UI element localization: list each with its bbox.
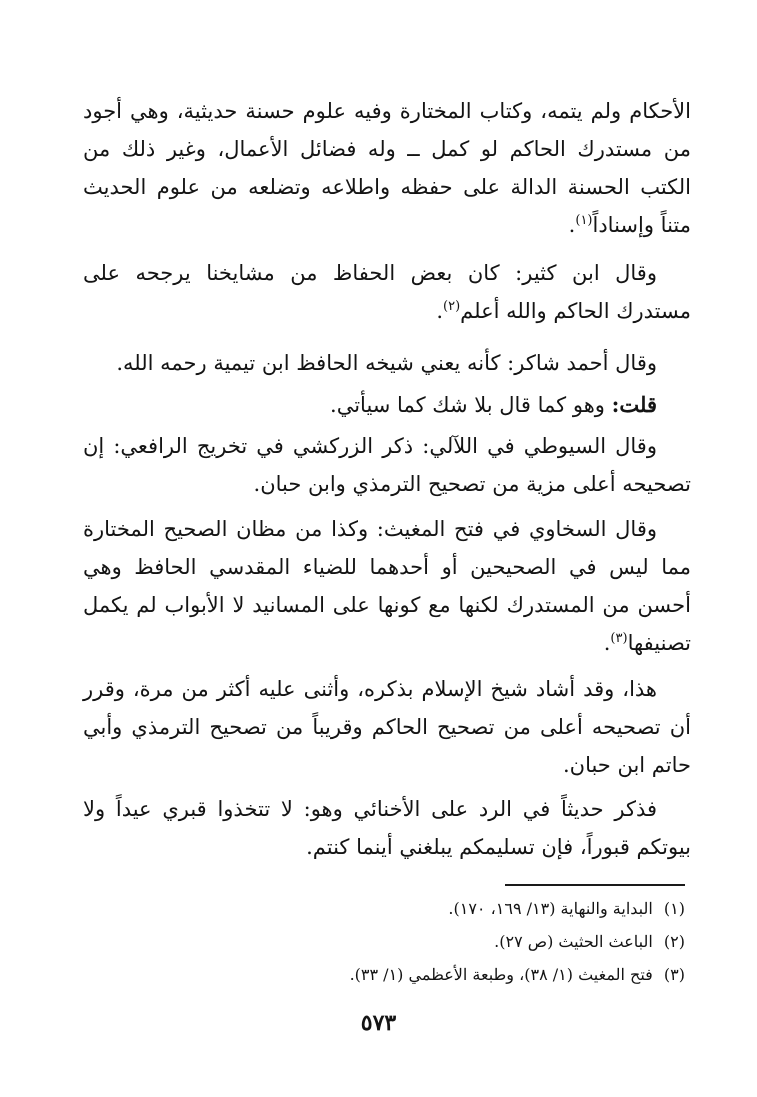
paragraph-4-lead: قلت: [611, 392, 657, 417]
footnote-ref-1: (١) [575, 213, 593, 228]
page-number: ٥٧٣ [360, 1010, 397, 1036]
paragraph-suyuti [83, 427, 691, 503]
paragraph-hadith [83, 790, 691, 866]
footnote-3-text: فتح المغيث (١/ ٣٨)، وطبعة الأعظمي (١/ ٣٣). [349, 965, 653, 984]
paragraph-6-body: وقال السخاوي في فتح المغيث: وكذا من مظان الصحيح المختارة مما ليس في الصحيحين أو أحدهما للضياء المقدسي الحافظ وهي أحسن من المستدرك لكنها مع كونها على المسانيد لا الأبواب لم يكمل تصنيفها [83, 517, 691, 655]
footnote-1 [105, 892, 685, 925]
footnote-2-text: الباعث الحثيث (ص ٢٧). [494, 932, 653, 951]
paragraph-shaykh-al-islam [83, 670, 691, 784]
footnote-3 [105, 958, 685, 991]
footnote-2 [105, 925, 685, 958]
paragraph-1-body: الأحكام ولم يتمه، وكتاب المختارة وفيه علوم حسنة حديثية، وهي أجود من مستدرك الحاكم لو كمل ــ وله فضائل الأعمال، وغير ذلك من الكتب الحسنة الدالة على حفظه واطلاعه وتضلعه من علوم الحديث متناً وإسناداً [83, 99, 691, 237]
paragraph-6-end: . [603, 631, 611, 655]
paragraph-6-text [83, 510, 691, 662]
paragraph-1-end: . [568, 213, 576, 237]
paragraph-8-text: فذكر حديثاً في الرد على الأخنائي وهو: لا تتخذوا قبري عيداً ولا بيوتكم قبوراً، فإن تسليمكم يبلغني أينما كنتم. [83, 797, 691, 859]
paragraph-7-text: هذا، وقد أشاد شيخ الإسلام بذكره، وأثنى عليه أكثر من مرة، وقرر أن تصحيحه أعلى من تصحيح الحاكم وقريباً من تصحيح الترمذي وأبي حاتم ابن حبان. [83, 677, 691, 777]
footnote-3-number: (٣) [663, 965, 685, 984]
footnote-2-number: (٢) [663, 932, 685, 951]
paragraph-2-body: وقال ابن كثير: كان بعض الحفاظ من مشايخنا يرجحه على مستدرك الحاكم والله أعلم [83, 261, 691, 323]
footnote-divider [505, 884, 685, 886]
footnote-1-number: (١) [663, 899, 685, 918]
paragraph-ahmad-shakir [83, 344, 691, 382]
paragraph-4-body: وهو كما قال بلا شك كما سيأتي. [330, 393, 605, 417]
paragraph-2-end: . [436, 299, 443, 323]
paragraph-qultu [83, 386, 691, 424]
footnote-ref-3: (٣) [610, 631, 628, 646]
paragraph-4-text [83, 386, 691, 424]
paragraph-1-text [83, 92, 691, 244]
paragraph-3-text: وقال أحمد شاكر: كأنه يعني شيخه الحافظ ابن تيمية رحمه الله. [116, 351, 657, 375]
paragraph-5-text: وقال السيوطي في اللآلي: ذكر الزركشي في تخريج الرافعي: إن تصحيحه أعلى مزية من تصحيح الترمذي وابن حبان. [83, 434, 691, 496]
paragraph-continuation [83, 92, 691, 244]
footnotes [105, 892, 685, 991]
paragraph-ibn-kathir [83, 254, 691, 330]
footnote-ref-2: (٢) [443, 299, 461, 314]
paragraph-sakhawi [83, 510, 691, 662]
paragraph-2-text [83, 254, 691, 330]
footnote-1-text: البداية والنهاية (١٣/ ١٦٩، ١٧٠). [448, 899, 653, 918]
